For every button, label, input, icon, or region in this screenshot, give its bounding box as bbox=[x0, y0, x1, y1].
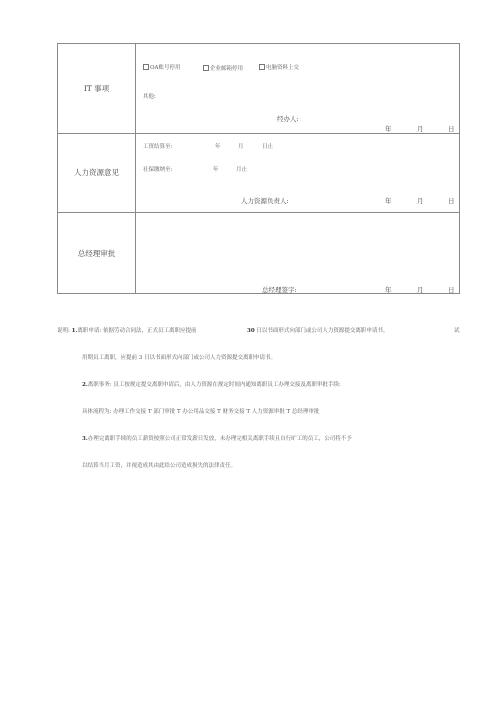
it-handler-label: 经办人: bbox=[277, 115, 299, 123]
note-2: 2.离职事务: 员工按规定提交离职申请后，由人力资源在规定时间内通知离职员工办理交接及离职审批手续: bbox=[82, 382, 341, 388]
note-1: 说明: 1.离职申请: 依据劳动合同法，正式员工离职应提前 bbox=[57, 328, 197, 334]
gm-approval-label bbox=[58, 212, 136, 294]
hr-opinion-label bbox=[58, 133, 136, 212]
checkbox-icon[interactable] bbox=[203, 65, 209, 71]
note-3-line-2: 以结算当月工资，并视造成其由此给公司造成损失的法律责任。 bbox=[82, 463, 237, 469]
social-month: 月止 bbox=[236, 167, 248, 173]
hr-opinion-label-text: 人力资源意见 bbox=[74, 168, 119, 177]
note-1-tail: 试 bbox=[454, 328, 460, 334]
note-1-line-2: 用期员工离职，应提前 3 日以书面形式向部门或公司人力资源提交离职申请书。 bbox=[82, 355, 276, 361]
gm-sign-label: 总经理签字: bbox=[262, 286, 297, 294]
oa-account-option[interactable]: OA账号停用 bbox=[143, 63, 180, 71]
it-other-label: 其他: bbox=[143, 94, 156, 100]
email-option[interactable]: 企业邮箱停用 bbox=[203, 64, 243, 72]
salary-day: 日止 bbox=[262, 144, 274, 150]
social-year: 年 bbox=[213, 167, 219, 173]
it-date-day: 日 bbox=[448, 125, 455, 133]
salary-until-label: 工资结算至: bbox=[143, 144, 173, 150]
hr-head-label: 人力资源负责人: bbox=[241, 197, 289, 205]
checkbox-icon[interactable] bbox=[259, 64, 265, 70]
gm-date-year: 年 bbox=[385, 286, 392, 294]
note-1-part-2: 30 日以书面形式向部门或公司人力资源提交离职申请书。 bbox=[247, 328, 389, 334]
salary-year: 年 bbox=[215, 144, 221, 150]
it-matters-label-text: IT 事项 bbox=[83, 84, 110, 93]
salary-month: 月 bbox=[238, 144, 244, 150]
note-3: 3.办理完离职手续的员工薪资按照公司正常发薪日发放，未办理完相关离职手续且自行旷工的员工，公司将不予 bbox=[82, 436, 352, 442]
gm-approval-label-text: 总经理审批 bbox=[77, 248, 116, 258]
gm-date-day: 日 bbox=[448, 286, 455, 294]
computer-data-option[interactable]: 电脑资料上交 bbox=[259, 63, 299, 71]
hr-date-month: 月 bbox=[417, 197, 424, 205]
it-date-month: 月 bbox=[417, 125, 424, 133]
hr-date-day: 日 bbox=[448, 197, 455, 205]
it-matters-label bbox=[58, 44, 136, 133]
it-date-year: 年 bbox=[385, 125, 392, 133]
note-2-line-2: 具体流程为: 办理工作交接 T 部门审批 T 办公用品交接 T 财务交接 T 人力资源审批 T 总经理审批 bbox=[82, 409, 320, 415]
social-until-label: 社保缴纳至: bbox=[143, 167, 173, 173]
resignation-form-table bbox=[57, 43, 460, 294]
checkbox-icon[interactable] bbox=[143, 64, 149, 70]
hr-date-year: 年 bbox=[385, 197, 392, 205]
gm-date-month: 月 bbox=[417, 286, 424, 294]
